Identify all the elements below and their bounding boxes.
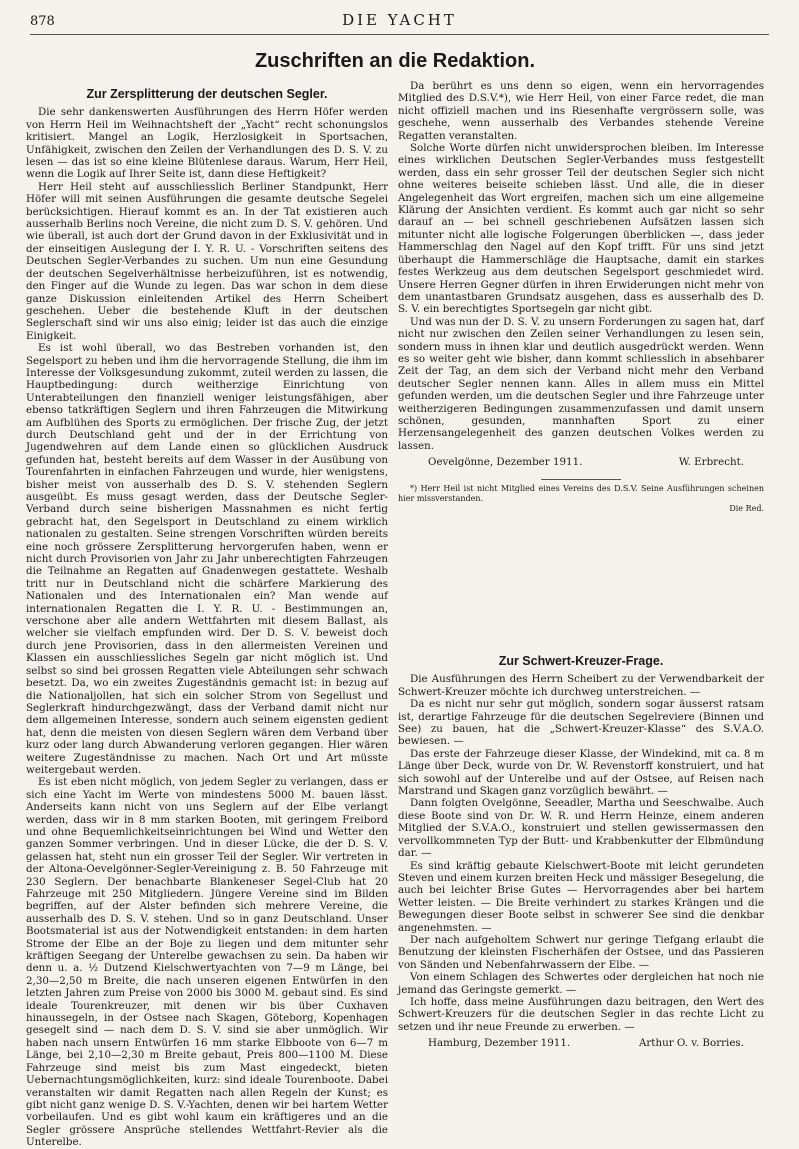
article1-paragraph: Und was nun der D. S. V. zu unsern Forderungen zu sagen hat, darf nicht nur zwischen den Zeilen seiner Verhandlungen zu lesen sein, sondern muss in ihnen klar und deutlich ausgedrückt werden. Wenn es so weiter geht wie bisher, dann kommt schliesslich in absehbarer Zeit der Tag, an dem sich der Verband nicht mehr den Verband deutscher Segler nennen kann. Alles in allem muss ein Mittel gefunden werden, um die deutschen Segler und ihre Fahrzeuge unter weitherzigeren Bedingungen zusammenzufassen und damit unsern schönen, gesunden, mannhaften Sport zu einer Herzensangelegenheit des ganzen deutschen Volkes werden zu lassen. xyxy=(398,315,764,452)
footnote-text: *) Herr Heil ist nicht Mitglied eines Vereins des D.S.V. Seine Ausführungen scheinen hier missverstanden. xyxy=(398,483,764,503)
article1-place-date: Oevelgönne, Dezember 1911. xyxy=(428,456,583,469)
article1-paragraph: Herr Heil steht auf ausschliesslich Berliner Standpunkt, Herr Höfer will mit seinen Ausführungen die gesamte deutsche Segelei berücksichtigen. Hierauf kommt es an. In der Tat existieren auch ausserhalb Berlins noch Vereine, die nicht zum D. S. V. gehören. Und wie überall, ist auch dort der Grund davon in der Exklusivität und in der einseitigen Auslegung der I. Y. R. U. - Vorschriften seitens des Deutschen Segler-Verbandes zu suchen. Um nun eine Gesundung der deutschen Segelverhältnisse herbeizuführen, ist es notwendig, den Finger auf die Wunde zu legen. Das war schon in dem diese ganze Diskussion einleitenden Artikel des Herrn Scheibert geschehen. Ueber die bestehende Kluft in der deutschen Seglerschaft sind wir uns also einig; leider ist das auch die einzige Einigkeit. xyxy=(26,180,388,342)
article1-column-right xyxy=(398,80,764,595)
article2-signature xyxy=(398,1037,764,1049)
article1-paragraph: Da berührt es uns denn so eigen, wenn ein hervorragendes Mitglied des D.S.V.*), wie Herr Heil, von einer Farce redet, die man nicht offiziell machen und ins Riesenhafte vergrössern solle, was geschehe, wenn ausserhalb des Verbandes stehende Vereine Regatten veranstalten. xyxy=(398,80,764,142)
article2-paragraph: Dann folgten Ovelgönne, Seeadler, Martha und Seeschwalbe. Auch diese Boote sind von Dr. W. R. und Herrn Heinze, einem anderen Mitglied der S.V.A.O., konstruiert und stellen gewissermassen den vervollkommneten Typ der Butt- und Krabbenkutter der Elbmündung dar. — xyxy=(398,797,764,860)
article2-place-date: Hamburg, Dezember 1911. xyxy=(428,1037,571,1050)
article2-paragraph: Von einem Schlagen des Schwertes oder dergleichen hat noch nie jemand das Geringste gemerkt. — xyxy=(398,971,764,996)
article1-paragraph: Es ist wohl überall, wo das Bestreben vorhanden ist, den Segelsport zu heben und ihm die hervorragende Stellung, die ihm im Interesse der Volksgesundung zukommt, zuteil werden zu lassen, die Hauptbedingung: durch weitherzige Einrichtung von Unterabteilungen den finanziell weniger leistungsfähigen, aber ebenso tatkräftigen Seglern und ihren Fahrzeugen die Mitwirkung am Aufblühen des Sports zu ermöglichen. Der frische Zug, der jetzt durch Deutschland geht und der in der Errichtung von Jugendwehren auf dem Lande einen so glücklichen Ausdruck gefunden hat, besteht bereits auf dem Wasser in der Ausübung von Tourenfahrten in einfachen Fahrzeugen und wurde, hier wenigstens, bisher meist von ausserhalb des D. S. V. stehenden Seglern ausgeübt. Es muss gesagt werden, dass der Deutsche Segler-Verband durch seine bisherigen Massnahmen es nicht fertig gebracht hat, den Segelsport in Deutschland zu einem wirklich nationalen zu gestalten. Seine strengen Vorschriften würden bereits eine noch grössere Zersplitterung hervorgerufen haben, wenn er nicht durch Provisorien von Jahr zu Jahr unberechtigten Fahrzeugen die Teilnahme an Regatten auf Gnadenwegen gestattete. Weshalb tritt nur in Deutschland nicht die schärfere Markierung des Nationalen und des Internationalen ein? Man wende auf internationalen Regatten die I. Y. R. U. - Bestimmungen an, verschone aber alle andern Wettfahrten mit diesem Ballast, als welcher sie vielfach empfunden wird. Der D. S. V. beweist doch durch jene Provisorien, dass in den allermeisten Vereinen und Klassen ein ausschliessliches Segeln gar nicht möglich ist. Und selbst so sind bei grossen Regatten viele Abteilungen sehr schwach besetzt. Da, wo ein zweites Zugeständnis gemacht ist: in bezug auf die Nationaljollen, hat sich ein solcher Strom von Segellust und Seglerkraft hindurchgezwängt, dass der Verband damit nicht nur dem allgemeinen Interesse, sondern auch seinem eigensten gedient hat, denn die meisten von diesen Seglern wären dem Verband über kurz oder lang durch Abwanderung verloren gegangen. Hier wären weitere Zugeständnisse zu machen. Nach Ort und Art müsste weitergebaut werden. xyxy=(26,342,388,776)
footnote-divider xyxy=(541,479,621,480)
section-title: Zuschriften an die Redaktion. xyxy=(254,50,536,72)
article1-signature xyxy=(398,456,764,468)
article1-author: W. Erbrecht. xyxy=(678,456,744,469)
running-title: DIE YACHT xyxy=(342,11,457,29)
article1-paragraph: Es ist eben nicht möglich, von jedem Segler zu verlangen, dass er sich eine Yacht im Werte von mindestens 5000 M. bauen lässt. Anderseits kann nicht von uns Seglern auf der Elbe verlangt werden, dass wir in 8 mm starken Booten, mit geringem Freibord und ohne Bequemlichkeitseinrichtungen bei Wind und Wetter den ganzen Sommer verbringen. Und in dieser Lücke, die der D. S. V. gelassen hat, steht nun ein grosser Teil der Segler. Wir vertreten in der Altona-Oevelgönner-Segler-Vereinigung z. B. 50 Fahrzeuge mit 230 Seglern. Der benachbarte Blankeneser Segel-Club hat 20 Fahrzeuge mit 250 Mitgliedern. Jüngere Vereine sind im Bilden begriffen, auf der Alster befinden sich mehrere Vereine, die ausserhalb des D. S. V. stehen. Und so in ganz Deutschland. Unser Bootsmaterial ist aus der Notwendigkeit entstanden: in dem harten Strome der Elbe an der Boje zu liegen und dem mitunter sehr kräftigen Seegang der Unterelbe gewachsen zu sein. Da haben wir denn u. a. ½ Dutzend Kielschwertyachten von 7—9 m Länge, bei 2,30—2,50 m Breite, die nach unseren eigenen Entwürfen in den letzten Jahren zum Preise von 2000 bis 3000 M. gebaut sind. Es sind ideale Tourenkreuzer, mit denen wir bis über Cuxhaven hinaussegeln, in der Ostsee nach Skagen, Göteborg, Kopenhagen gesegelt sind — nach dem D. S. V. sind sie aber unmöglich. Wir haben nach unsern Entwürfen 16 mm starke Elbboote von 6—7 m Länge, bei 2,10—2,30 m Breite gebaut, Preis 800—1100 M. Diese Fahrzeuge sind meist bis zum Mast eingedeckt, bieten Uebernachtungsmöglichkeiten, kurz: sind ideale Tourenboote. Dabei veranstalten wir damit Regatten nach allen Regeln der Kunst; es gibt nicht ganz wenige D. S. V.-Yachten, denen wir bei hartem Wetter vorbeilaufen. Und es gibt wohl kaum ein kräftigeres und an die Segler grössere Ansprüche stellendes Wettfahrt-Revier als die Unterelbe. xyxy=(26,776,388,1149)
footnote-source: Die Red. xyxy=(729,503,764,513)
article1-heading: Zur Zersplitterung der deutschen Segler. xyxy=(86,87,328,101)
article1-paragraph: Solche Worte dürfen nicht unwidersprochen bleiben. Im Interesse eines wirklichen Deutschen Segler-Verbandes muss festgestellt werden, dass ein sehr grosser Teil der deutschen Segler sich nicht ohne weiteres beiseite schieben lässt. Und alle, die in dieser Angelegenheit das Wort ergreifen, machen sich um eine allgemeine Klärung der Ansichten verdient. Es kommt auch gar nicht so sehr darauf an — bei schnell geschriebenen Aufsätzen lassen sich mitunter nicht alle logische Folgerungen überblicken —, dass jeder Hammerschlag den Nagel auf den Kopf trifft. Für uns sind jetzt überhaupt die Hammerschläge die Hauptsache, damit ein starkes festes Werkzeug aus dem deutschen Segelsport geschmiedet wird. Unsere Herren Gegner dürfen in ihren Erwiderungen nicht mehr von dem unantastbaren Grundsatz ausgehen, dass es ausserhalb des D. S. V. ein berechtigtes Sportsegeln gar nicht gibt. xyxy=(398,142,764,316)
article2-paragraph: Der nach aufgeholtem Schwert nur geringe Tiefgang erlaubt die Benutzung der kleinsten Fischerhäfen der Ostsee, und das Passieren von Sänden und Nebenfahrwassern der Elbe. — xyxy=(398,933,764,971)
article2-column xyxy=(398,655,764,1075)
editorial-footnote xyxy=(398,484,764,514)
article2-heading: Zur Schwert-Kreuzer-Frage. xyxy=(498,654,664,668)
article2-paragraph: Die Ausführungen des Herrn Scheibert zu der Verwendbarkeit der Schwert-Kreuzer möchte ich durchweg unterstreichen. — xyxy=(398,673,764,698)
page-header xyxy=(30,10,769,35)
article1-paragraph: Die sehr dankenswerten Ausführungen des Herrn Höfer werden von Herrn Heil im Weihnachtsheft der „Yacht“ recht schonungslos kritisiert. Mangel an Logik, Herzlosigkeit in Sportsachen, Unfähigkeit, zwischen den Zeilen der Verhandlungen des D. S. V. zu lesen — das ist so eine kleine Blütenlese daraus. Warum, Herr Heil, wenn die Logik auf Ihrer Seite ist, dann diese Heftigkeit? xyxy=(26,106,388,181)
article2-paragraph: Es sind kräftig gebaute Kielschwert-Boote mit leicht gerundeten Steven und einem kurzen breiten Heck und mässiger Besegelung, die auch bei leichter Brise Gutes — Hervorragendes aber bei hartem Wetter leisten. — Die Breite verhindert zu starkes Krängen und die Bewegungen dieser Boote selbst in schwerer See sind die denkbar angenehmsten. — xyxy=(398,859,764,934)
article2-paragraph: Da es nicht nur sehr gut möglich, sondern sogar äusserst ratsam ist, derartige Fahrzeuge für die deutschen Segelreviere (Binnen und See) zu bauen, hat die „Schwert-Kreuzer-Klasse“ des S.V.A.O. bewiesen. — xyxy=(398,698,764,748)
article2-author: Arthur O. v. Borries. xyxy=(638,1037,744,1050)
article2-paragraph: Ich hoffe, dass meine Ausführungen dazu beitragen, den Wert des Schwert-Kreuzers für die deutschen Segler in das rechte Licht zu setzen und ihr neue Freunde zu erwerben. — xyxy=(398,995,764,1033)
article2-paragraph: Das erste der Fahrzeuge dieser Klasse, der Windekind, mit ca. 8 m Länge über Deck, wurde von Dr. W. Revenstorff konstruiert, und hat sich sowohl auf der Unterelbe und auf der Ostsee, auf Reisen nach Marstrand und Skagen ganz vorzüglich bewährt. — xyxy=(398,747,764,798)
page-number: 878 xyxy=(30,14,55,29)
article1-column-left xyxy=(26,87,388,1149)
